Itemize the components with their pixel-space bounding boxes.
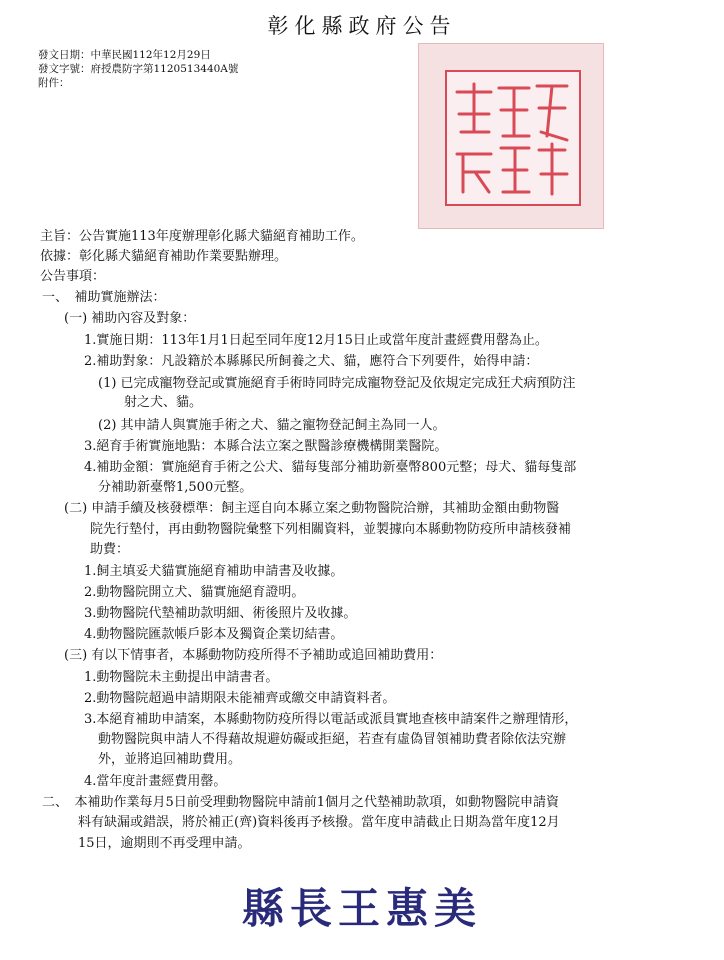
section-2-text: 二、 本補助作業每月5日前受理動物醫院申請前1個月之代墊補助款項，如動物醫院申請資	[42, 795, 560, 810]
subsection-3-heading: (三) 有以下情事者，本縣動物防疫所得不予補助或追回補助費用：	[64, 648, 443, 663]
list-item: 2.動物醫院超過申請期限未能補齊或繳交申請資料者。	[84, 691, 396, 706]
signature: 縣長王惠美	[241, 884, 482, 933]
list-item: 3.動物醫院代墊補助款明細、術後照片及收據。	[84, 606, 357, 621]
section-2-text: 15日，逾期則不再受理申請。	[78, 836, 251, 851]
list-item: 2.補助對象：凡設籍於本縣縣民所飼養之犬、貓，應符合下列要件，始得申請：	[84, 354, 539, 369]
list-item-continued: 動物醫院與申請人不得藉故規避妨礙或拒絕，若查有虛偽冒領補助費者除依法究辦	[98, 732, 567, 747]
list-item: 3.絕育手術實施地點：本縣合法立案之獸醫診療機構開業醫院。	[84, 439, 448, 454]
subsection-2-heading: (二) 申請手續及核發標準：飼主逕自向本縣立案之動物醫院洽辦，其補助金額由動物醫	[64, 501, 560, 516]
list-item: (2) 其申請人與實施手術之犬、貓之寵物登記飼主為同一人。	[98, 418, 446, 433]
list-item: 4.當年度計畫經費用罄。	[84, 774, 227, 789]
subsection-1-heading: (一) 補助內容及對象：	[64, 311, 196, 326]
document-meta	[38, 48, 238, 90]
attachment-label: 附件：	[38, 77, 70, 89]
list-item-continued: 外，並將追回補助費用。	[98, 752, 242, 767]
issue-date: 發文日期：中華民國112年12月29日	[38, 49, 211, 61]
list-item: (1) 已完成寵物登記或實施絕育手術時同時完成寵物登記及依規定完成狂犬病預防注	[98, 376, 576, 391]
seal-stamp-icon	[419, 44, 603, 228]
document-title: 彰化縣政府公告	[267, 14, 457, 38]
section-2-text: 料有缺漏或錯誤，將於補正(齊)資料後再予核撥。當年度申請截止日期為當年度12月	[78, 815, 560, 830]
list-item: 4.補助金額：實施絕育手術之公犬、貓每隻部分補助新臺幣800元整；母犬、貓每隻部	[84, 460, 577, 475]
notice-heading: 公告事項：	[40, 269, 106, 284]
subsection-2-text: 助費：	[90, 542, 130, 557]
section-1-heading: 一、 補助實施辦法：	[42, 290, 166, 305]
subject-line: 主旨：公告實施113年度辦理彰化縣犬貓絕育補助工作。	[40, 229, 364, 244]
list-item-continued: 射之犬、貓。	[124, 395, 203, 410]
list-item: 2.動物醫院開立犬、貓實施絕育證明。	[84, 585, 305, 600]
list-item-continued: 分補助新臺幣1,500元整。	[98, 480, 253, 495]
list-item: 1.實施日期：113年1月1日起至同年度12月15日止或當年度計畫經費用罄為止。	[84, 333, 548, 348]
reference-number: 發文字號：府授農防字第1120513440A號	[38, 63, 239, 75]
list-item: 3.本絕育補助申請案，本縣動物防疫所得以電話或派員實地查核申請案件之辦理情形，	[84, 712, 578, 727]
list-item: 4.動物醫院匯款帳戶影本及獨資企業切結書。	[84, 627, 344, 642]
list-item: 1.飼主填妥犬貓實施絕育補助申請書及收據。	[84, 564, 344, 579]
basis-line: 依據：彰化縣犬貓絕育補助作業要點辦理。	[40, 249, 288, 264]
official-seal	[418, 43, 604, 229]
subsection-2-text: 院先行墊付，再由動物醫院彙整下列相關資料，並製據向本縣動物防疫所申請核發補	[90, 522, 572, 537]
list-item: 1.動物醫院未主動提出申請書者。	[84, 670, 279, 685]
